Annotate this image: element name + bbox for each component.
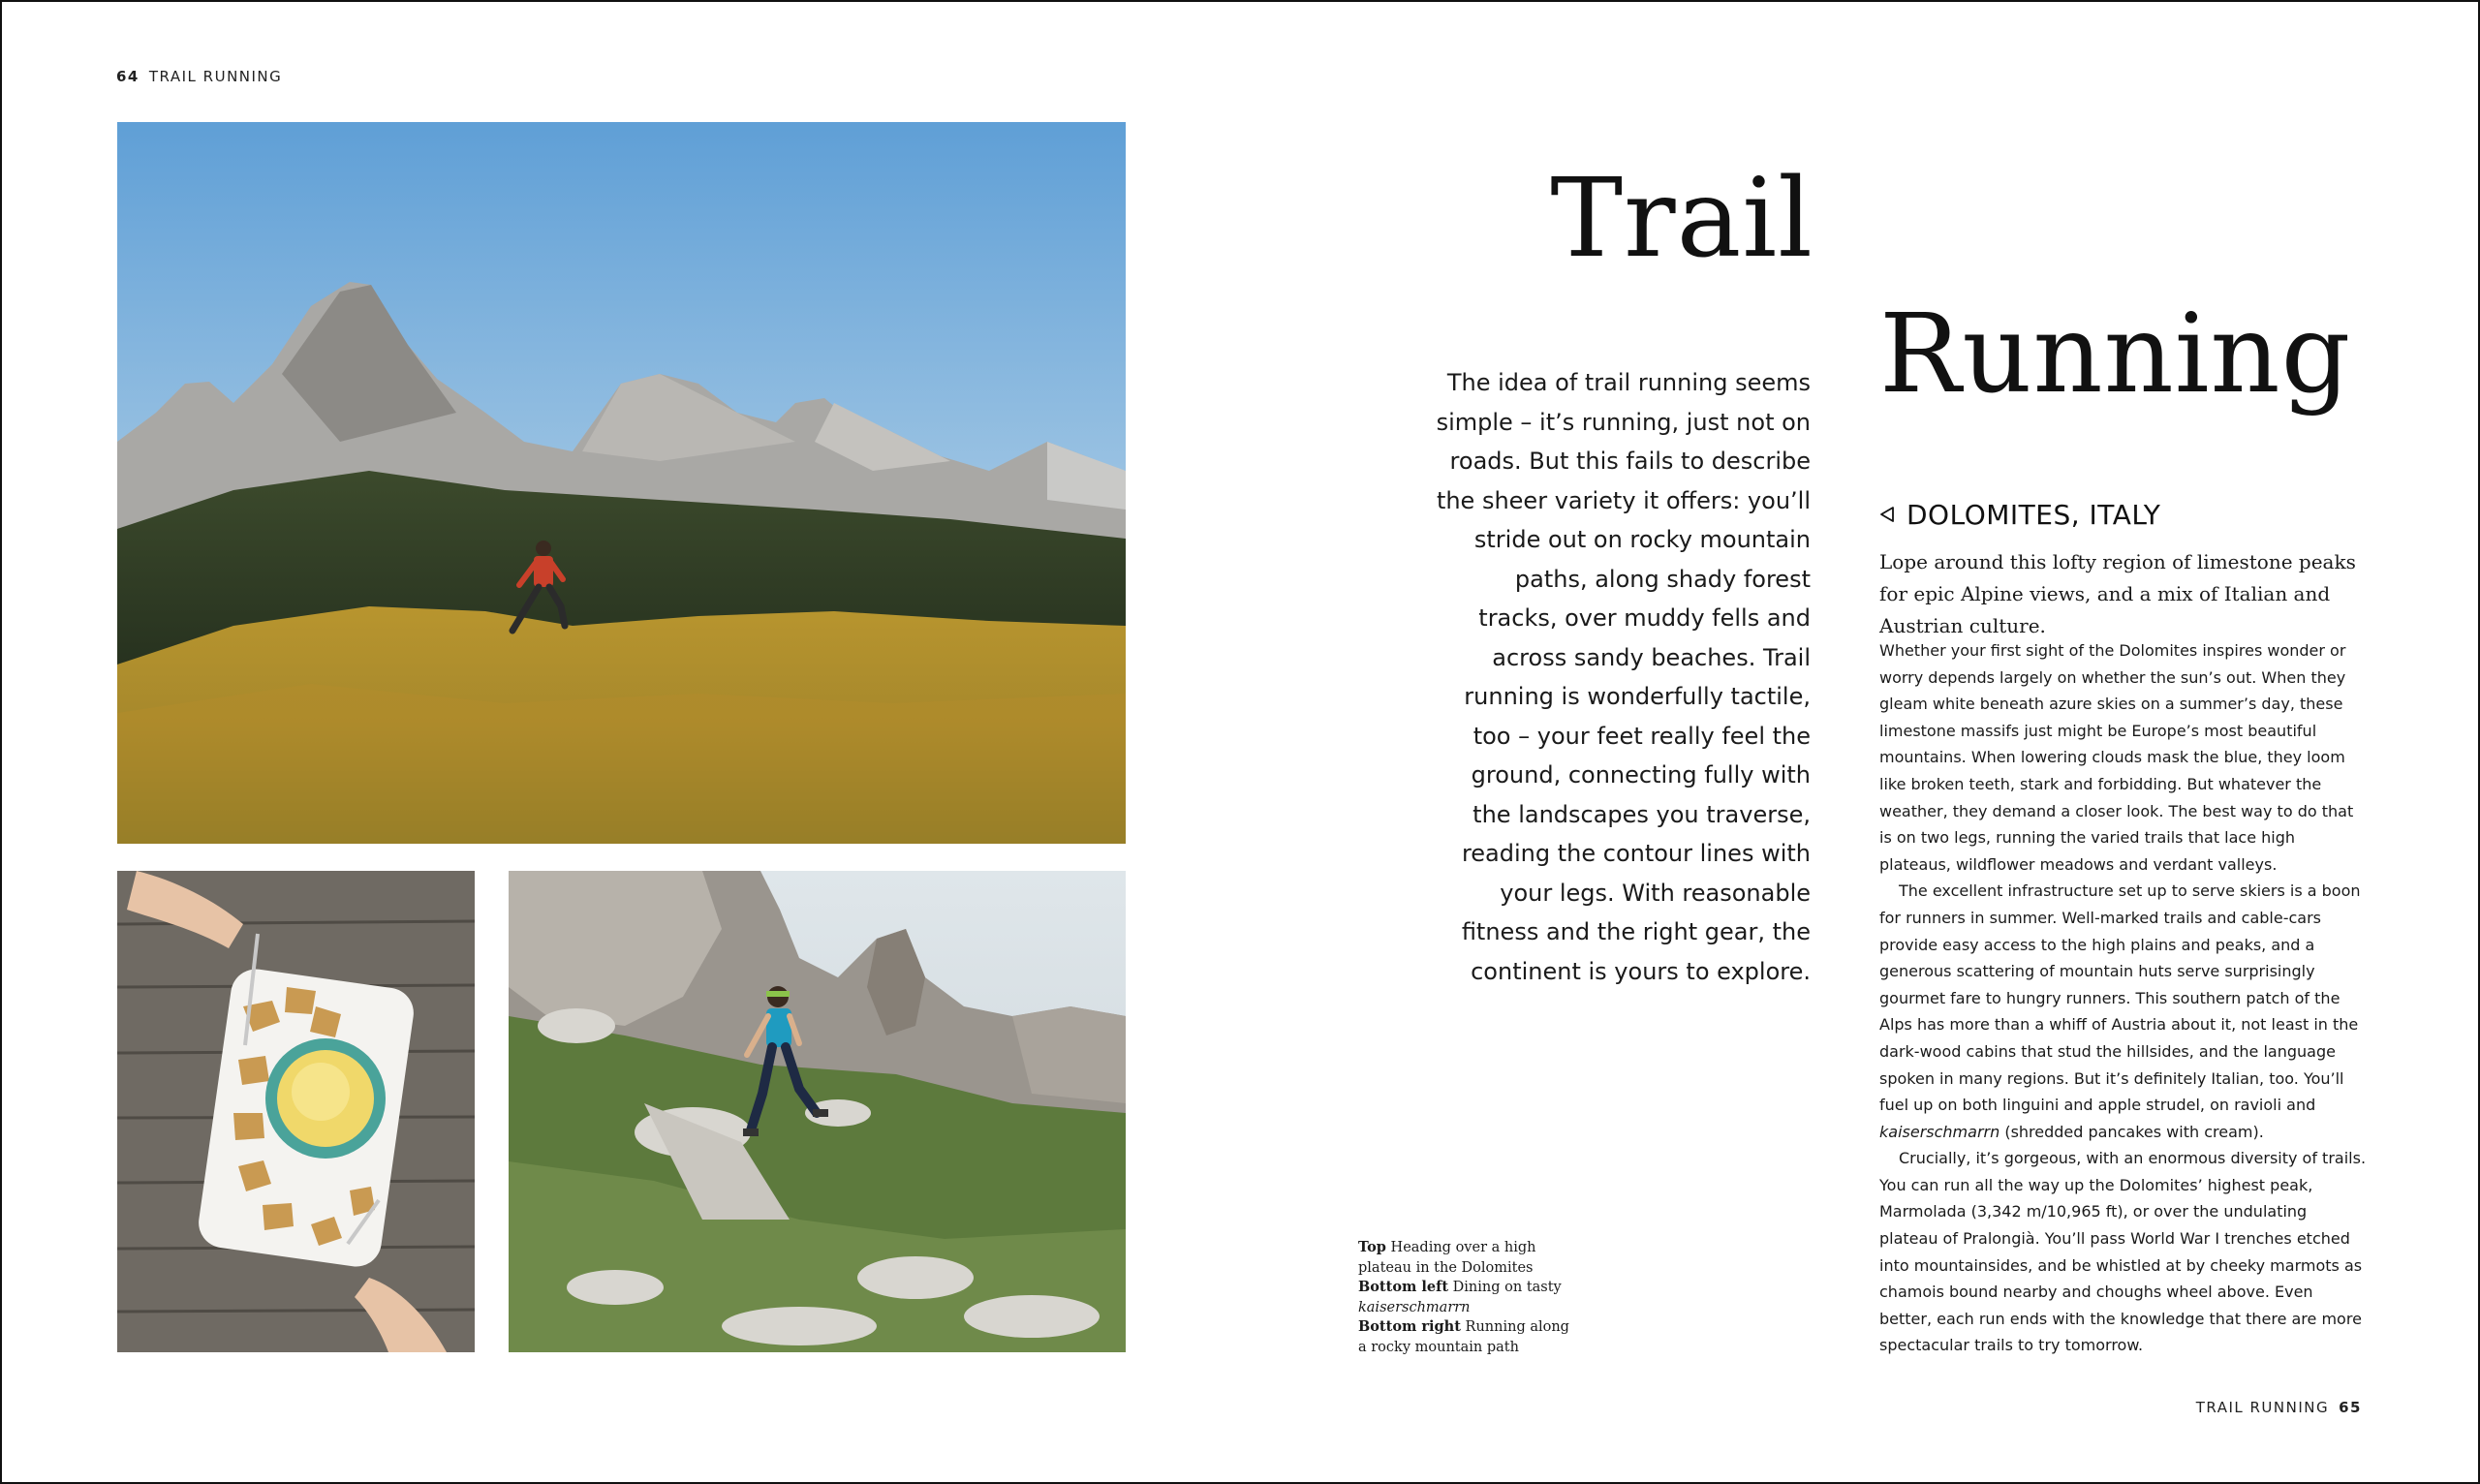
intro-paragraph: The idea of trail running seems simple – it’s running, just not on roads. But this fails to describe the sheer variety it offers: you’ll stride out on rocky mountain paths, along shady forest tracks, over muddy fells and across sandy beaches. Trail running is wonderfully tactile, too – your feet really feel the ground, connecting fully with the landscapes you traverse, reading the contour lines with your legs. With reasonable fitness and the right gear, the continent is yours to explore.	[1436, 369, 1811, 985]
caption-bl-text: Dining on tasty	[1448, 1280, 1562, 1295]
right-running-head: TRAIL RUNNING	[2195, 1399, 2330, 1416]
left-running-head: TRAIL RUNNING	[148, 68, 283, 85]
caption-br-text: Running along a rocky mountain path	[1358, 1319, 1569, 1355]
body-p2-start: The excellent infrastructure set up to serve skiers is a boon for runners in summer. Well-marked trails and cable-cars provide easy access to the high plains and peaks, and a generous scattering of mountain huts serve surprisingly gourmet fare to hungry runners. This southern patch of the Alps has more than a whiff of Austria about it, not least in the dark-wood cabins that stud the hillsides, and the language spoken in many regions. But it’s definitely Italian, too. You’ll fuel up on both linguini and apple strudel, on ravioli and	[1879, 881, 2361, 1115]
right-page-number: 65	[2339, 1399, 2362, 1416]
body-p2-end: (shredded pancakes with cream).	[2000, 1122, 2264, 1141]
caption-top-text: Heading over a high plateau in the Dolomites	[1358, 1240, 1536, 1276]
page-title-line-1: Trail	[1550, 156, 1814, 282]
kaiserschmarrn-illustration	[117, 871, 475, 1352]
caption-top-label: Top	[1358, 1239, 1386, 1255]
caption-bl-italic: kaiserschmarrn	[1358, 1299, 1471, 1315]
plateau-runner-illustration	[117, 122, 1126, 844]
photo-kaiserschmarrn	[117, 871, 475, 1352]
body-paragraph-3: Crucially, it’s gorgeous, with an enormous diversity of trails. You can run all the way up the Dolomites’ highest peak, Marmolada (3,342 m/10,965 ft), or over the undulating plateau of Pralongià. You’ll pass World War I trenches etched into mountainsides, and be whistled at by cheeky marmots as chamois bound nearby and choughs wheel above. Even better, each run ends with the knowledge that there are more spectacular trails to try tomorrow.	[1879, 1149, 2367, 1355]
body-paragraph-2	[1879, 878, 2368, 1145]
caption-top	[1358, 1238, 1581, 1278]
triangle-pointer-icon	[1879, 506, 1895, 523]
page-title-line-2: Running	[1879, 292, 2352, 417]
right-page-folio	[2196, 1399, 2362, 1416]
body-paragraph-1: Whether your first sight of the Dolomites inspires wonder or worry depends largely on whether the sun’s out. When they gleam white beneath azure skies on a summer’s day, these limestone massifs just might be Europe’s most beautiful mountains. When lowering clouds mask the blue, they loom like broken teeth, stark and forbidding. But whatever the weather, they demand a closer look. The best way to do that is on two legs, running the varied trails that lace high plateaus, wildflower meadows and verdant valleys.	[1879, 641, 2354, 874]
article-body	[1879, 637, 2368, 1359]
rocky-path-runner-illustration	[509, 871, 1126, 1352]
left-page-number: 64	[116, 68, 140, 85]
location-label: DOLOMITES, ITALY	[1906, 498, 2161, 531]
caption-bottom-left	[1358, 1278, 1581, 1317]
photo-plateau-runner	[117, 122, 1126, 844]
location-heading	[1879, 496, 2160, 533]
standfirst: Lope around this lofty region of limestone peaks for epic Alpine views, and a mix of Italian and Austrian culture.	[1879, 550, 2356, 637]
left-page-folio	[116, 68, 282, 85]
photo-captions	[1358, 1238, 1581, 1357]
caption-bl-label: Bottom left	[1358, 1279, 1449, 1295]
caption-br-label: Bottom right	[1358, 1318, 1461, 1335]
photo-rocky-path-runner	[509, 871, 1126, 1352]
caption-bottom-right	[1358, 1317, 1581, 1357]
body-p2-italic: kaiserschmarrn	[1879, 1122, 2000, 1141]
